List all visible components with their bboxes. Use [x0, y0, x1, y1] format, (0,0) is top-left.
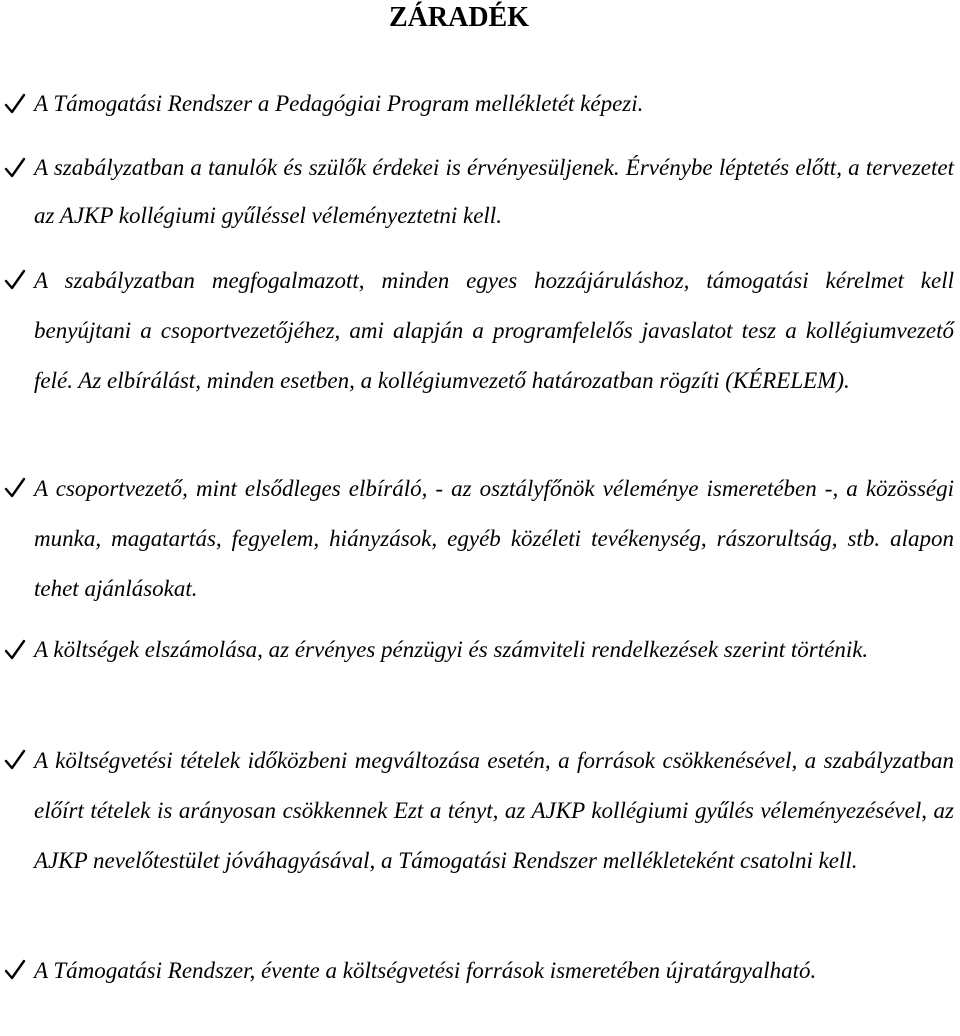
list-item-text: A költségvetési tételek időközbeni megváltozása esetén, a források csökkenésével, a szabályzatban előírt tételek is arányosan csökkennek Ezt a tényt, az AJKP kollégiumi gyűlés véleményezésével, az AJKP nevelőtestület jóváhagyásával, a Támogatási Rendszer mellékleteként csatolni kell. [34, 748, 954, 873]
checkmark-icon [4, 638, 26, 662]
list-item-text: A Támogatási Rendszer, évente a költségvetési források ismeretében újratárgyalható. [34, 958, 817, 983]
list-item-text: A Támogatási Rendszer a Pedagógiai Program mellékletét képezi. [34, 91, 644, 116]
list-item-text: A költségek elszámolása, az érvényes pénzügyi és számviteli rendelkezések szerint történik. [34, 637, 869, 662]
checkmark-icon [4, 92, 26, 116]
list-item-text: A csoportvezető, mint elsődleges elbíráló, - az osztályfőnök véleménye ismeretében -, a közösségi munka, magatartás, fegyelem, hiányzások, egyéb közéleti tevékenység, rászorultság, stb. alapon tehet ajánlásokat. [34, 476, 954, 601]
checkmark-icon [4, 748, 26, 772]
checkmark-icon [4, 268, 26, 292]
document-title: ZÁRADÉK [388, 2, 529, 33]
checkmark-icon [4, 958, 26, 982]
list-item-text: A szabályzatban a tanulók és szülők érdekei is érvényesüljenek. Érvénybe léptetés előtt, a tervezetet az AJKP kollégiumi gyűléssel véleményeztetni kell. [34, 155, 954, 228]
checkmark-icon [4, 476, 26, 500]
checkmark-icon [4, 156, 26, 180]
list-item-text: A szabályzatban megfogalmazott, minden egyes hozzájáruláshoz, támogatási kérelmet kell benyújtani a csoportvezetőjéhez, ami alapján a programfelelős javaslatot tesz a kollégiumvezető felé. Az elbírálást, minden esetben, a kollégiumvezető határozatban rögzíti (KÉRELEM). [34, 268, 954, 393]
